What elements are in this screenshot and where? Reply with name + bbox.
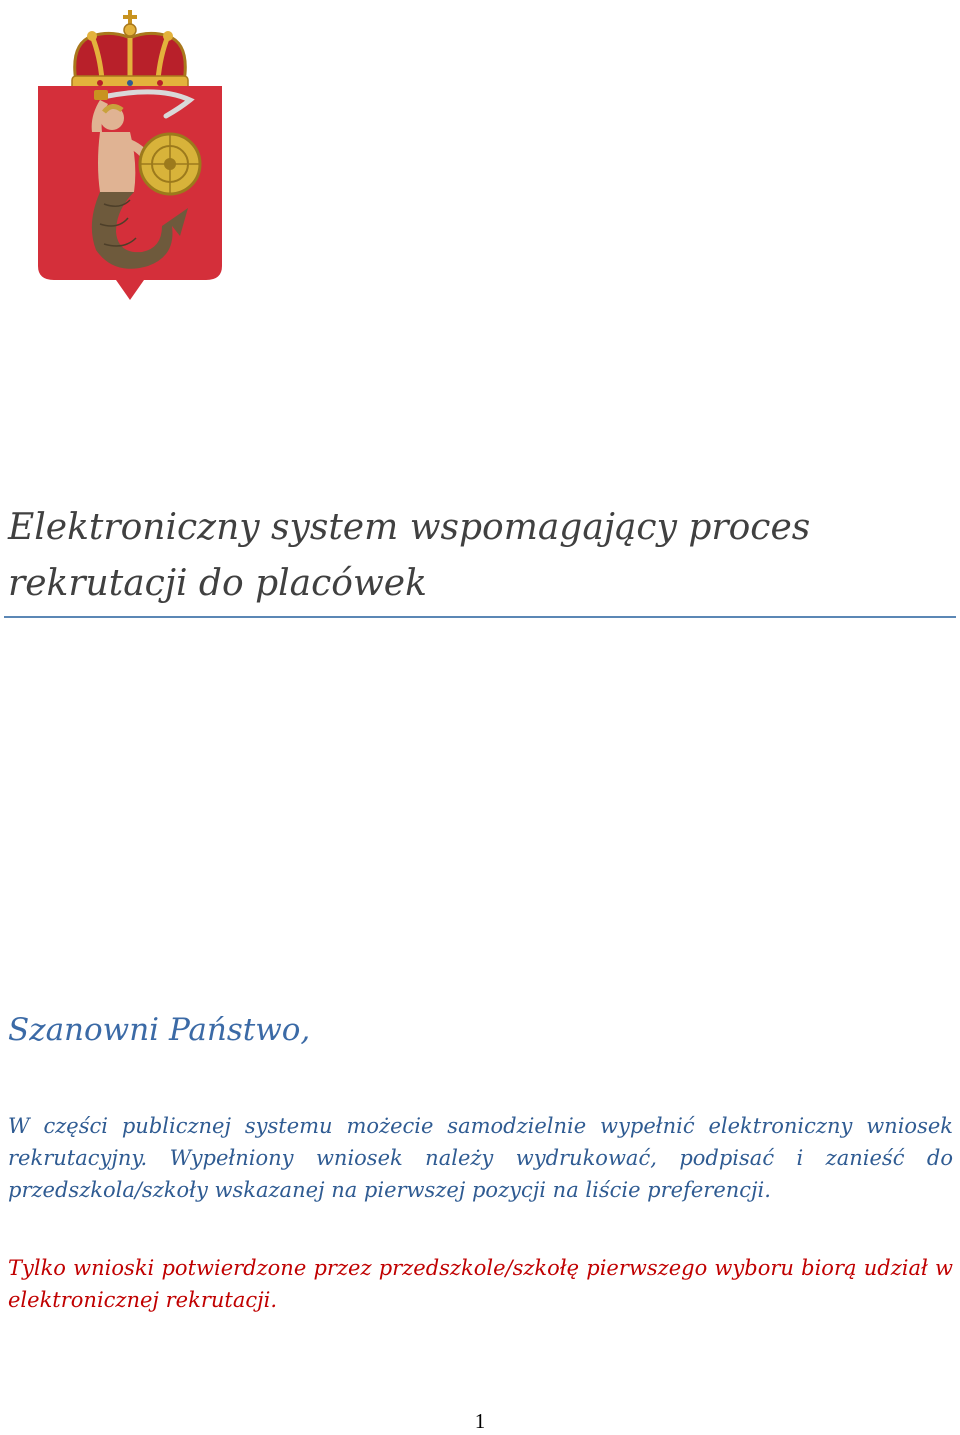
notice-paragraph: Tylko wnioski potwierdzone przez przedszkole/szkołę pierwszego wyboru biorą udział w elektronicznej rekrutacji.: [8, 1256, 953, 1312]
crown-icon: [72, 10, 188, 90]
coat-of-arms-icon: [30, 4, 230, 304]
page-number: 1: [474, 1409, 486, 1433]
document-title: Elektroniczny system wspomagający proces rekrutacji do placówek: [8, 507, 811, 604]
intro-paragraph: W części publicznej systemu możecie samodzielnie wypełnić elektroniczny wniosek rekrutacyjny. Wypełniony wniosek należy wydrukować, podpisać i zanieść do przedszkola/szkoły wskazanej na pierwszej pozycji na liście preferencji.: [8, 1114, 953, 1202]
greeting: Szanowni Państwo,: [8, 1012, 311, 1048]
title-divider: [4, 616, 956, 618]
round-shield-icon: [140, 134, 200, 194]
